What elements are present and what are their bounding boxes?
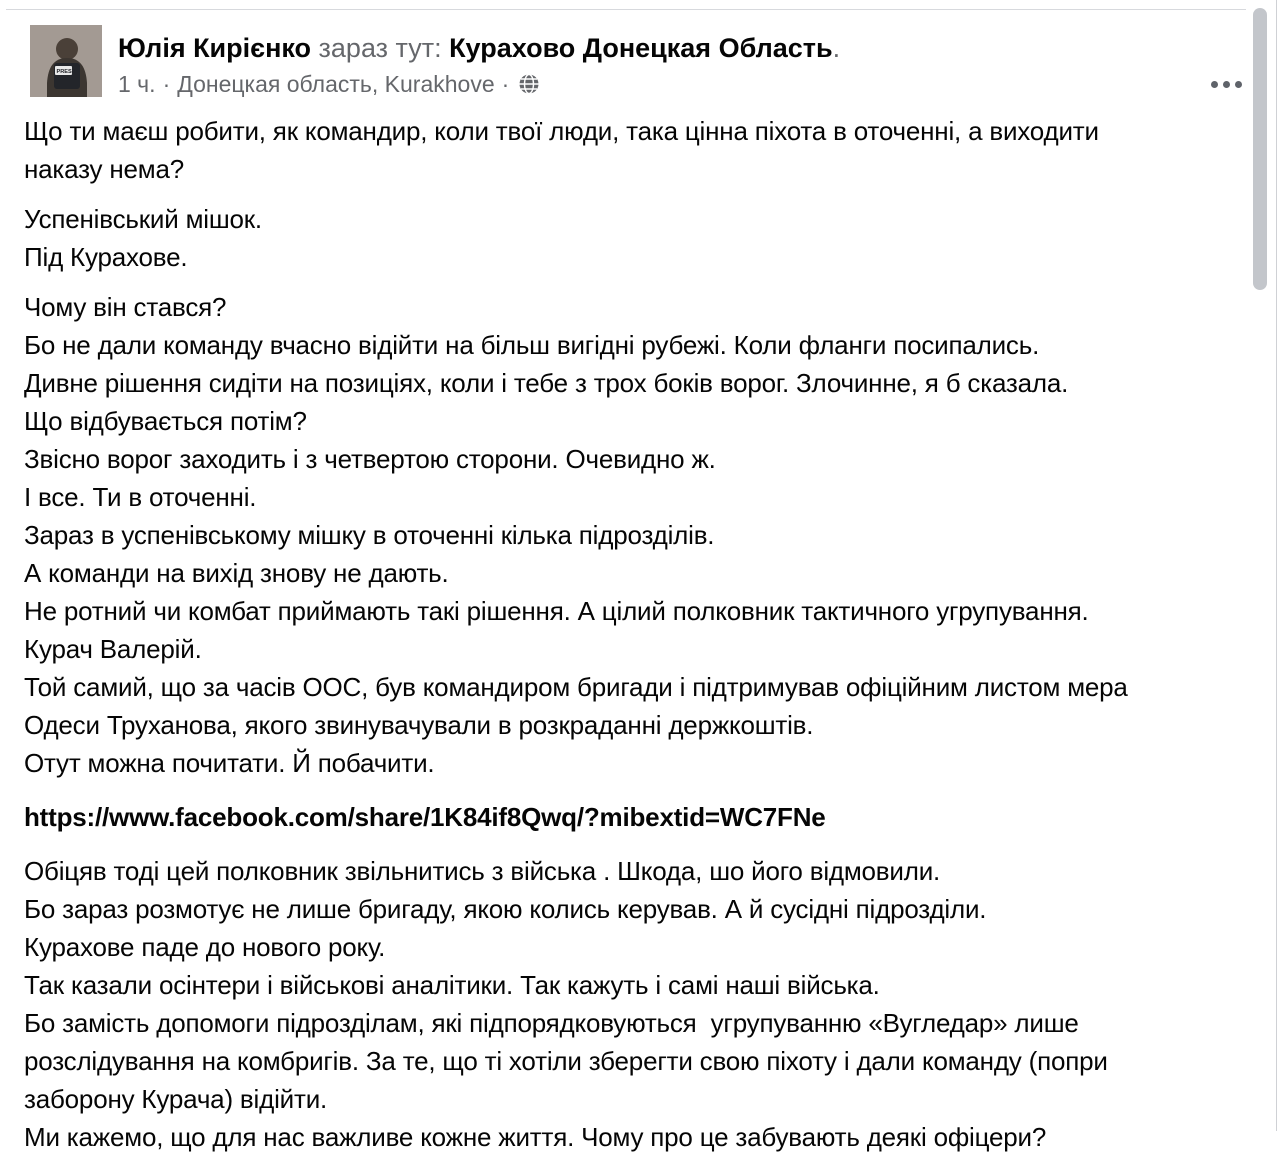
more-options-button[interactable] [1209, 75, 1244, 94]
avatar[interactable] [30, 25, 102, 97]
post-text-line: Що відбувається потім? [24, 406, 307, 436]
post-text-line: А команди на вихід знову не дають. [24, 558, 449, 588]
post-paragraph [24, 288, 1256, 782]
checkin-context: зараз тут: [311, 33, 450, 63]
post-text-line: І все. Ти в оточенні. [24, 482, 257, 512]
post-text-line: Зараз в успенівському мішку в оточенні кілька підрозділів. [24, 520, 715, 550]
scrollbar-thumb[interactable] [1253, 8, 1267, 290]
post-text-line: розслідування на комбригів. За те, що ті хотіли зберегти свою піхоту і дали команду (попри [24, 1046, 1108, 1076]
post-text-line: наказу нема? [24, 154, 184, 184]
post-text-line: Бо не дали команду вчасно відійти на більш вигідні рубежі. Коли фланги посипались. [24, 330, 1040, 360]
post-text-line: Звісно ворог заходить і з четвертою сторони. Очевидно ж. [24, 444, 716, 474]
post-body [0, 98, 1280, 1156]
meta-separator: · [501, 71, 510, 97]
post-link-text[interactable]: https://www.facebook.com/share/1K84if8Qwq/?mibextid=WC7FNe [24, 802, 826, 832]
post-paragraph [24, 852, 1256, 1156]
checkin-place-link[interactable]: Курахово Донецкая Область [449, 33, 833, 63]
post-text-line: Так казали осінтери і військові аналітики. Так кажуть і самі наші війська. [24, 970, 880, 1000]
post-top-divider [6, 9, 1246, 10]
ellipsis-dot [1235, 81, 1242, 88]
post-text-line: Бо замість допомоги підрозділам, які підпорядковуються угрупуванню «Вугледар» лише [24, 1008, 1079, 1038]
post-paragraph [24, 200, 1256, 276]
post-text-line: Дивне рішення сидіти на позиціях, коли і тебе з трох боків ворог. Злочинне, я б сказала. [24, 368, 1069, 398]
sentence-period: . [832, 33, 841, 63]
post-text-line: Одеси Труханова, якого звинувачували в розкраданні держкоштів. [24, 710, 814, 740]
timestamp[interactable]: 1 ч. [118, 71, 156, 97]
post-text-line: Що ти маєш робити, як командир, коли твої люди, така цінна піхота в оточенні, а виходити [24, 116, 1099, 146]
post-text-line: Курач Валерій. [24, 634, 202, 664]
meta-line [118, 70, 840, 98]
ellipsis-dot [1223, 81, 1230, 88]
post-text-line: заборону Курача) відійти. [24, 1084, 328, 1114]
post-text-line: Під Курахове. [24, 242, 188, 272]
location-link[interactable]: Донецкая область, Kurakhove [177, 71, 495, 97]
post-text-line: Той самий, що за часів ООС, був командиром бригади і підтримував офіційним листом мера [24, 672, 1128, 702]
post-text-line: Ми кажемо, що для нас важливе кожне життя. Чому про це забувають деякі офіцери? [24, 1122, 1047, 1152]
post-text-line: Не ротний чи комбат приймають такі рішення. А цілий полковник тактичного угрупування. [24, 596, 1089, 626]
post-paragraph [24, 112, 1256, 188]
post-text-line: Чому він стався? [24, 292, 227, 322]
post-link[interactable] [24, 798, 1256, 836]
avatar-photo-placeholder [30, 25, 102, 97]
post-header [0, 25, 1280, 98]
globe-privacy-icon [518, 73, 540, 95]
svg-text:PRESS: PRESS [56, 69, 76, 75]
post-text-line: Отут можна почитати. Й побачити. [24, 748, 435, 778]
meta-separator: · [162, 71, 171, 97]
ellipsis-dot [1211, 81, 1218, 88]
post-text-line: Обіцяв тоді цей полковник звільнитись з війська . Шкода, шо його відмовили. [24, 856, 941, 886]
post-text-line: Успенівський мішок. [24, 204, 262, 234]
post-text-line: Бо зараз розмотує не лише бригаду, якою колись керував. А й сусідні підрозділи. [24, 894, 987, 924]
name-line [118, 32, 840, 65]
post-text-line: Курахове паде до нового року. [24, 932, 386, 962]
author-name[interactable]: Юлія Кирієнко [118, 33, 312, 63]
window-edge [1276, 0, 1277, 1131]
header-text [118, 25, 840, 98]
